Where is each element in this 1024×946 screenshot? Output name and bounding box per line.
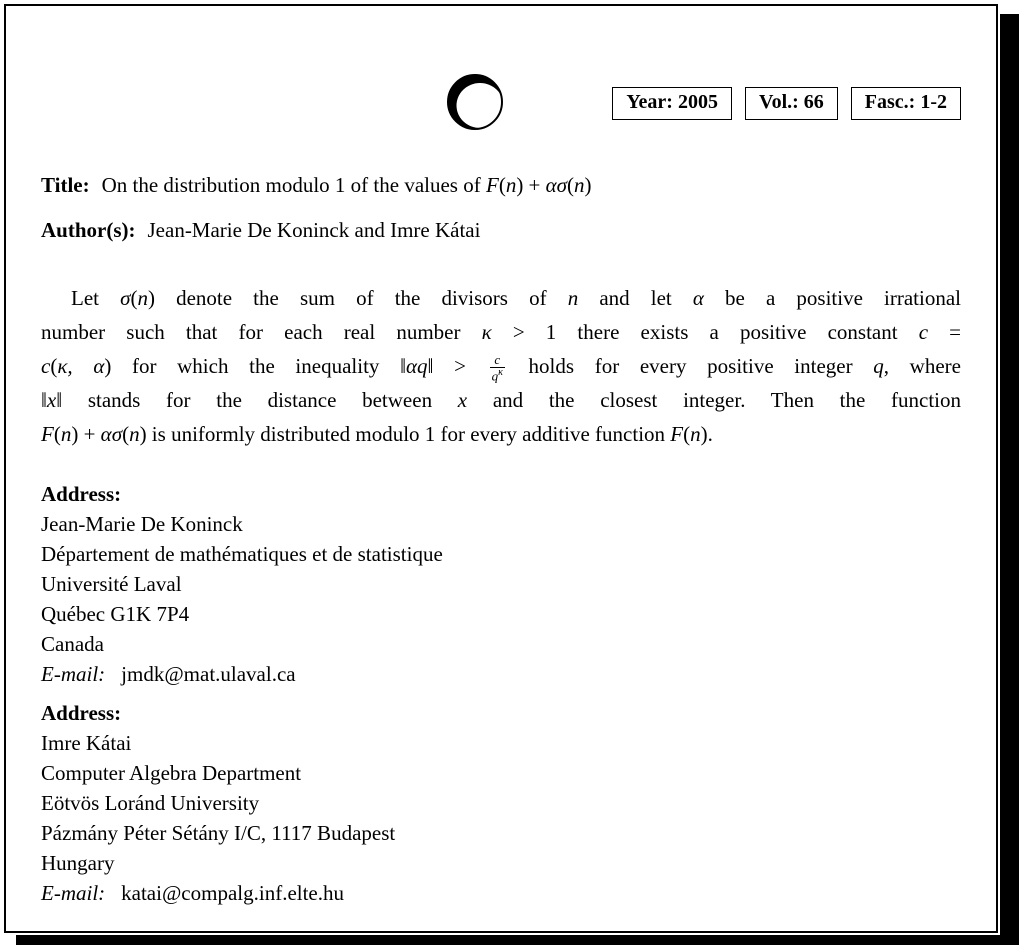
badge-volume: Vol.: 66 xyxy=(745,87,838,120)
text-segment: ‖ xyxy=(400,354,406,378)
abstract-line-5 xyxy=(41,417,961,451)
text-segment: ( xyxy=(567,173,575,197)
email-row xyxy=(41,878,961,908)
text-segment: αq xyxy=(405,354,428,378)
address-block-katai xyxy=(41,698,961,908)
text-segment: q xyxy=(873,354,884,378)
text-segment: > 1 there exists a positive constant xyxy=(491,320,919,344)
text-segment: n xyxy=(574,173,585,197)
address-line: Département de mathématiques et de statistique xyxy=(41,542,443,566)
address-line: Imre Kátai xyxy=(41,731,132,755)
text-segment: be a positive irrational xyxy=(703,286,962,310)
text-segment: c xyxy=(918,320,929,344)
text-segment: ) + xyxy=(71,422,101,446)
text-segment: F xyxy=(41,422,54,446)
text-segment: Let xyxy=(71,286,121,310)
text-segment: ( xyxy=(50,354,58,378)
text-segment: x xyxy=(457,388,468,412)
text-segment: = xyxy=(928,320,962,344)
address-line: Québec G1K 7P4 xyxy=(41,602,190,626)
text-segment: ‖ > xyxy=(427,354,487,378)
address-block-koninck xyxy=(41,479,961,689)
authors-text: Jean-Marie De Koninck and Imre Kátai xyxy=(147,218,481,242)
title-text xyxy=(102,173,592,197)
address-line: Université Laval xyxy=(41,572,182,596)
text-segment: and the closest integer. Then the function xyxy=(467,388,961,412)
issue-badges xyxy=(612,87,961,120)
email-label: E-mail: xyxy=(41,881,106,905)
text-segment: ) is uniformly distributed modulo 1 for every additive function xyxy=(139,422,671,446)
text-segment: n xyxy=(137,286,148,310)
email-row xyxy=(41,659,961,689)
text-segment: n xyxy=(60,422,72,446)
text-segment: n xyxy=(129,422,140,446)
badge-fascicle: Fasc.: 1-2 xyxy=(851,87,961,120)
address-line: Eötvös Loránd University xyxy=(41,791,260,815)
text-segment: ) xyxy=(147,286,155,310)
title-label: Title: xyxy=(41,173,90,197)
text-segment: n xyxy=(567,286,579,310)
abstract-line-4 xyxy=(41,383,961,417)
text-segment: ‖ xyxy=(41,388,47,412)
authors-row xyxy=(41,217,961,243)
address-label: Address: xyxy=(41,482,122,506)
text-segment: c xyxy=(41,354,51,378)
text-segment: ( xyxy=(498,173,506,197)
text-segment: ασ xyxy=(545,173,568,197)
text-segment: and let xyxy=(578,286,693,310)
text-segment: ). xyxy=(700,422,713,446)
text-segment: F xyxy=(670,422,684,446)
text-segment: ασ xyxy=(100,422,123,446)
text-segment: number such that for each real number xyxy=(41,320,482,344)
abstract-paragraph xyxy=(41,281,961,451)
text-segment: x xyxy=(46,388,57,412)
authors-label: Author(s): xyxy=(41,218,136,242)
text-segment: ( xyxy=(53,422,61,446)
text-segment: κ, α xyxy=(57,354,105,378)
text-segment: , where xyxy=(883,354,961,378)
text-segment: for which the inequality xyxy=(111,354,401,378)
text-segment: α xyxy=(692,286,704,310)
text-segment: ‖ stands for the distance between xyxy=(56,388,458,412)
address-label: Address: xyxy=(41,701,122,725)
address-line: Jean-Marie De Koninck xyxy=(41,512,243,536)
fraction: $\frac{c}{q^\kappa}$ xyxy=(491,352,503,384)
badge-year: Year: 2005 xyxy=(612,87,732,120)
address-line: Canada xyxy=(41,632,104,656)
text-segment: ( xyxy=(130,286,138,310)
address-line: Pázmány Péter Sétány I/C, 1117 Budapest xyxy=(41,821,396,845)
text-segment: κ xyxy=(481,320,492,344)
text-segment: ) xyxy=(584,173,592,197)
crescent-moon-icon xyxy=(446,74,506,132)
text-segment: On the distribution modulo 1 of the values of xyxy=(101,173,486,197)
text-segment: denote the sum of the divisors of xyxy=(154,286,568,310)
text-segment: ( xyxy=(683,422,691,446)
text-segment: σ xyxy=(120,286,131,310)
page-header xyxy=(41,74,961,132)
text-segment: ( xyxy=(122,422,130,446)
journal-logo xyxy=(446,74,506,132)
address-line: Computer Algebra Department xyxy=(41,761,302,785)
email-label: E-mail: xyxy=(41,662,106,686)
page-drop-shadow-right xyxy=(1000,14,1019,945)
email-value: katai@compalg.inf.elte.hu xyxy=(121,881,345,905)
text-segment: n xyxy=(505,173,517,197)
text-segment: ) xyxy=(104,354,112,378)
abstract-line-2 xyxy=(41,315,961,349)
abstract-line-3 xyxy=(41,349,961,383)
text-segment: holds for every positive integer xyxy=(507,354,874,378)
text-segment: F xyxy=(485,173,499,197)
text-segment: ) + xyxy=(516,173,546,197)
email-value: jmdk@mat.ulaval.ca xyxy=(121,662,296,686)
address-line: Hungary xyxy=(41,851,115,875)
abstract-line-1 xyxy=(41,281,961,315)
title-row xyxy=(41,172,961,198)
page-drop-shadow-bottom xyxy=(16,935,1019,945)
text-segment: n xyxy=(690,422,701,446)
journal-abstract-page xyxy=(4,4,998,933)
